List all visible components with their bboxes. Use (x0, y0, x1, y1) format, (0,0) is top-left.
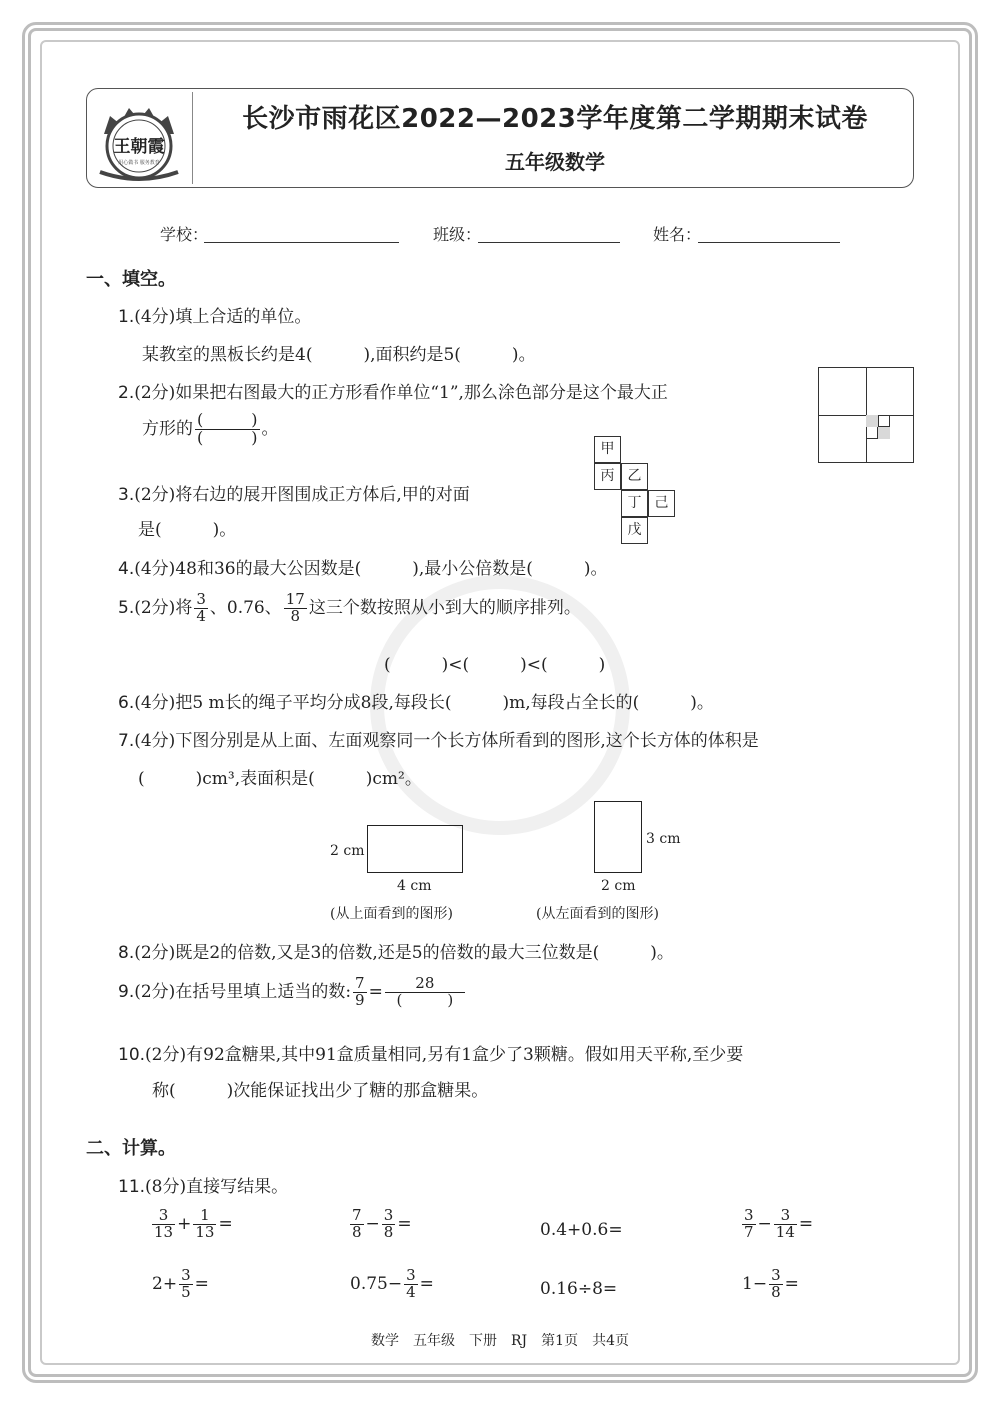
calc-item-4[interactable]: $\frac{3}{7}$ − $\frac{3}{14}$ = (744, 1206, 814, 1241)
calc-item-8[interactable]: 1− $\frac{3}{8}$ = (742, 1266, 799, 1301)
question-8[interactable] (118, 938, 674, 963)
fraction: $\frac{17}{8}$ (285, 590, 305, 625)
shaded-part (878, 427, 890, 439)
question-number: 1. (118, 307, 135, 327)
header-divider (192, 92, 193, 184)
question-number: 2. (118, 383, 135, 403)
top-view-rectangle (367, 825, 463, 873)
fraction: $\frac{3}{13}$ (154, 1206, 174, 1241)
name-field[interactable] (698, 222, 840, 243)
publisher-logo (96, 94, 182, 184)
left-view-width-label: 2 cm (601, 878, 636, 894)
school-field[interactable] (204, 222, 399, 243)
question-1-line-2[interactable]: 某教室的黑板长约是4( ),面积约是5( )。 (142, 345, 536, 365)
top-view-caption: (从上面看到的图形) (330, 906, 453, 922)
net-face: 丙 (594, 463, 621, 490)
question-number: 11. (118, 1177, 146, 1197)
class-field[interactable] (478, 222, 620, 243)
cube-net (594, 436, 704, 546)
question-1 (118, 302, 311, 327)
question-number: 7. (118, 731, 135, 751)
question-2-line-2[interactable]: 方形的 $\frac{( )}{( )}$ 。 (142, 410, 279, 447)
left-view-rectangle (594, 801, 642, 873)
question-number: 5. (118, 597, 135, 618)
question-7-line-2[interactable]: ( )cm³,表面积是( )cm²。 (138, 769, 422, 789)
fraction: $\frac{7}{8}$ (352, 1206, 362, 1241)
question-text: (4分)填上合适的单位。 (134, 307, 312, 327)
net-face: 己 (648, 490, 675, 517)
tiny-square (878, 415, 890, 427)
question-text: 方形的 (142, 418, 193, 439)
question-3 (118, 480, 470, 505)
calc-item-5[interactable]: 2+ $\frac{3}{5}$ = (152, 1266, 209, 1301)
question-text: (8分)直接写结果。 (145, 1177, 289, 1197)
question-number: 10. (118, 1045, 146, 1065)
fraction: $\frac{1}{13}$ (195, 1206, 215, 1241)
question-6[interactable] (118, 688, 714, 713)
question-3-line-2[interactable]: 是( )。 (138, 520, 237, 540)
question-4[interactable] (118, 554, 608, 579)
calc-item-2[interactable]: $\frac{7}{8}$ − $\frac{3}{8}$ = (352, 1206, 412, 1241)
top-view-width-label: 4 cm (397, 878, 432, 894)
fraction: $\frac{7}{9}$ (355, 974, 365, 1009)
question-text: (2分)将右边的展开图围成正方体后,甲的对面 (134, 485, 470, 505)
answer-fraction[interactable]: $\frac{28}{( )}$ (385, 976, 465, 1009)
school-label: 学校： (160, 225, 209, 244)
question-text: (4分)48和36的最大公因数是( ),最小公倍数是( )。 (134, 559, 608, 579)
fraction: $\frac{3}{7}$ (744, 1206, 754, 1241)
question-11 (118, 1172, 288, 1197)
question-text: (4分)把5 m长的绳子平均分成8段,每段长( )m,每段占全长的( )。 (134, 693, 714, 713)
small-square-inner (866, 415, 890, 439)
section-2-title: 二、计算。 (86, 1138, 176, 1159)
question-number: 3. (118, 485, 135, 505)
page-footer: 数学 五年级 下册 RJ 第1页 共4页 (371, 1333, 629, 1349)
svg-text:用心做书 服务教育: 用心做书 服务教育 (118, 160, 160, 166)
class-label: 班级： (433, 225, 482, 244)
exam-subtitle: 五年级数学 (505, 150, 605, 174)
name-label: 姓名： (653, 225, 702, 244)
fraction: $\frac{3}{4}$ (406, 1266, 416, 1301)
calc-item-3[interactable]: 0.4+0.6= (540, 1220, 623, 1240)
calc-item-6[interactable]: 0.75− $\frac{3}{4}$ = (350, 1266, 434, 1301)
answer-fraction[interactable]: $\frac{( )}{( )}$ (197, 410, 258, 447)
net-face: 丁 (621, 490, 648, 517)
question-9[interactable]: 9.(2分)在括号里填上适当的数: $\frac{7}{9}$ = $\frac{28}{( )}$ (118, 976, 467, 1009)
fraction: $\frac{3}{14}$ (775, 1206, 795, 1241)
question-text: (4分)下图分别是从上面、左面观察同一个长方体所看到的图形,这个长方体的体积是 (134, 731, 759, 751)
question-5-answer[interactable]: ( )<( )<( ) (384, 655, 606, 675)
question-5: 5.(2分)将 $\frac{3}{4}$ 、0.76、 $\frac{17}{8}$ 这三个数按照从小到大的顺序排列。 (118, 590, 581, 625)
question-2 (118, 378, 668, 403)
question-text: (2分)如果把右图最大的正方形看作单位“1”,那么涂色部分是这个最大正 (134, 383, 668, 403)
question-number: 8. (118, 943, 135, 963)
left-view-caption: (从左面看到的图形) (536, 906, 659, 922)
question-text: (2分)有92盒糖果,其中91盒质量相同,另有1盒少了3颗糖。假如用天平称,至少要 (145, 1045, 744, 1065)
net-face: 甲 (594, 436, 621, 463)
net-face: 乙 (621, 463, 648, 490)
svg-text:王朝霞: 王朝霞 (113, 137, 165, 157)
tiny-square (866, 427, 878, 439)
question-10-line-2[interactable]: 称( )次能保证找出少了糖的那盒糖果。 (152, 1081, 489, 1101)
net-face: 戊 (621, 517, 648, 544)
shaded-part (866, 415, 878, 427)
question-number: 6. (118, 693, 135, 713)
question-number: 4. (118, 559, 135, 579)
fraction: $\frac{3}{8}$ (771, 1266, 781, 1301)
question-number: 9. (118, 981, 135, 1002)
question-text: (2分)既是2的倍数,又是3的倍数,还是5的倍数的最大三位数是( )。 (134, 943, 674, 963)
calc-item-1[interactable]: $\frac{3}{13}$ + $\frac{1}{13}$ = (154, 1206, 233, 1241)
top-view-height-label: 2 cm (330, 843, 365, 859)
left-view-height-label: 3 cm (646, 831, 681, 847)
section-1-title: 一、填空。 (86, 269, 176, 290)
fraction: $\frac{3}{8}$ (383, 1206, 394, 1241)
question-7 (118, 726, 759, 751)
calc-item-7[interactable]: 0.16÷8= (540, 1279, 618, 1299)
fraction: $\frac{3}{5}$ (181, 1266, 191, 1301)
fraction: $\frac{3}{4}$ (196, 590, 206, 625)
exam-title: 长沙市雨花区2022—2023学年度第二学期期末试卷 (242, 104, 868, 134)
question-10 (118, 1040, 743, 1065)
square-diagram (818, 367, 914, 463)
